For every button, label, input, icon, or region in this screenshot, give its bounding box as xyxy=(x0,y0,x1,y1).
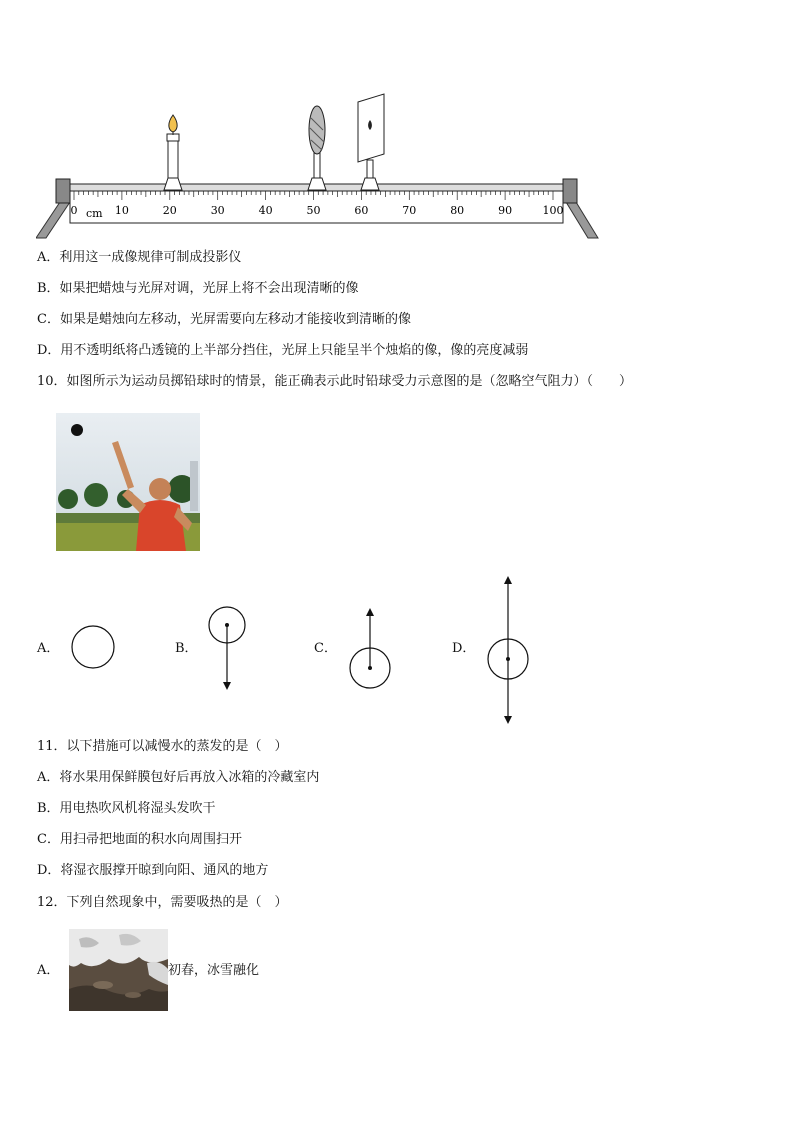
scale-label: 10 xyxy=(114,204,129,217)
q10-option-a-label: A． xyxy=(37,641,60,656)
q11-option-d: D．将湿衣服撑开晾到向阳、通风的地方 xyxy=(37,863,269,878)
q10-option-b-label: B． xyxy=(175,641,198,656)
right-end-block xyxy=(563,179,577,203)
unit-label: cm xyxy=(86,207,103,220)
right-leg xyxy=(566,202,598,238)
q11-option-c: C．用扫帚把地面的积水向周围扫开 xyxy=(37,832,242,847)
optical-bench-svg xyxy=(36,90,602,240)
scale-label: 20 xyxy=(162,204,177,217)
scale-label: 60 xyxy=(354,204,369,217)
q12-option-a-text: 初春，冰雪融化 xyxy=(168,963,260,978)
q12-stem: 12．下列自然现象中，需要吸热的是（ ） xyxy=(37,895,288,910)
q11-stem: 11．以下措施可以减慢水的蒸发的是（ ） xyxy=(37,739,288,754)
force-diagram-c xyxy=(346,604,394,690)
q10-option-d-label: D． xyxy=(452,641,476,656)
scale-label: 50 xyxy=(306,204,321,217)
q10-stem: 10．如图所示为运动员掷铅球时的情景，能正确表示此时铅球受力示意图的是（忽略空气阻力）（ ） xyxy=(37,374,633,389)
scale-label: 30 xyxy=(210,204,225,217)
light-screen xyxy=(358,94,384,190)
candle xyxy=(164,115,182,190)
q9-option-d: D．用不透明纸将凸透镜的上半部分挡住，光屏上只能呈半个烛焰的像，像的亮度减弱 xyxy=(37,343,529,358)
q11-option-b: B．用电热吹风机将湿头发吹干 xyxy=(37,801,216,816)
q10-option-c-label: C． xyxy=(314,641,337,656)
q9-option-a: A．利用这一成像规律可制成投影仪 xyxy=(37,250,242,265)
scale-label: 0 xyxy=(70,204,78,217)
scale-label: 80 xyxy=(450,204,465,217)
q12-option-a-label: A． xyxy=(37,963,60,978)
scale-label: 70 xyxy=(402,204,417,217)
melting-snow-photo xyxy=(69,929,168,1011)
left-end-block xyxy=(56,179,70,203)
scale-label: 90 xyxy=(498,204,513,217)
shot-put-photo xyxy=(56,413,200,551)
scale-label: 40 xyxy=(258,204,273,217)
force-diagram-d xyxy=(484,574,532,726)
force-diagram-a xyxy=(68,622,118,672)
left-leg xyxy=(36,202,70,238)
optical-bench-figure xyxy=(36,90,602,240)
q9-option-c: C．如果是蜡烛向左移动，光屏需要向左移动才能接收到清晰的像 xyxy=(37,312,411,327)
scale-label: 100 xyxy=(542,204,564,217)
q9-option-b: B．如果把蜡烛与光屏对调，光屏上将不会出现清晰的像 xyxy=(37,281,359,296)
force-diagram-b xyxy=(205,604,249,694)
q11-option-a: A．将水果用保鲜膜包好后再放入冰箱的冷藏室内 xyxy=(37,770,320,785)
convex-lens xyxy=(308,106,326,190)
